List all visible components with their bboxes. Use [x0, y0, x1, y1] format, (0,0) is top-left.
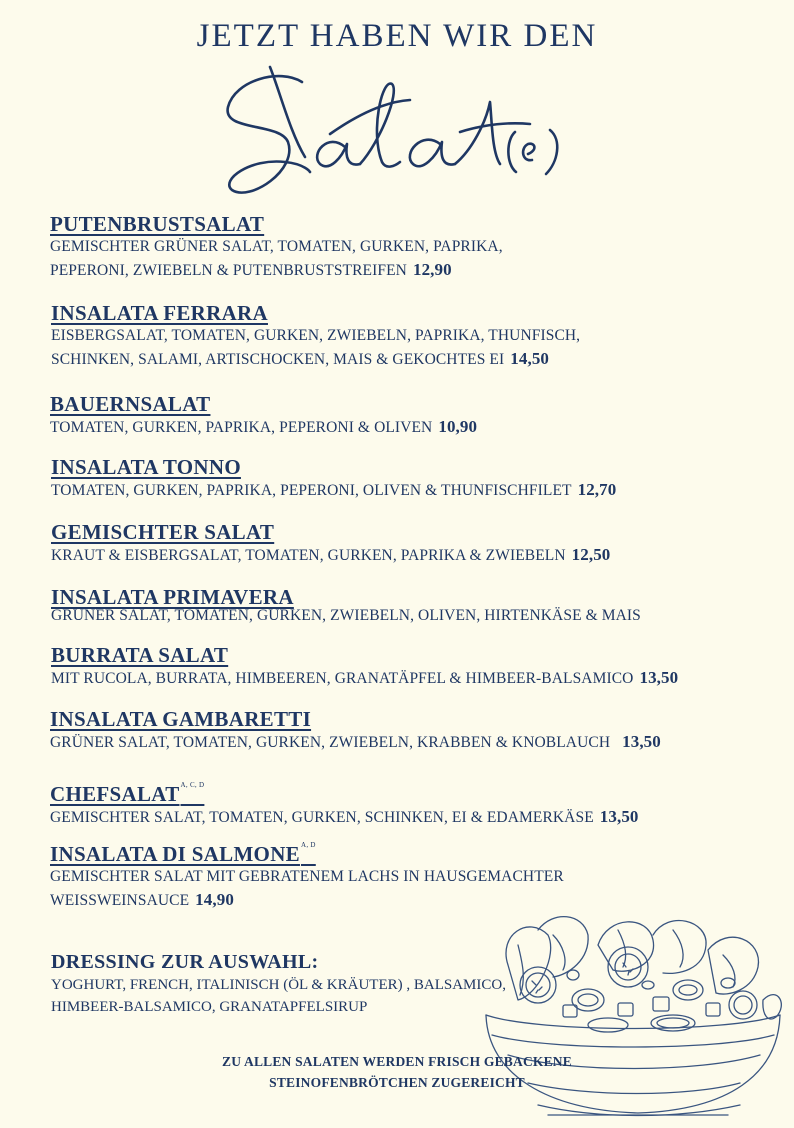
allergen-codes: A, D	[300, 841, 316, 849]
item-price: 13,50	[599, 807, 639, 826]
dressing-section	[51, 950, 506, 1018]
item-description: GEMISCHTER GRÜNER SALAT, TOMATEN, GURKEN, PAPRIKA,	[50, 238, 503, 255]
menu-item	[50, 833, 564, 912]
menu-item	[50, 773, 639, 830]
item-description: GEMISCHTER SALAT MIT GEBRATENEM LACHS IN HAUSGEMACHTER	[50, 868, 564, 885]
item-name: INSALATA PRIMAVERA	[51, 585, 294, 609]
item-description: TOMATEN, GURKEN, PAPRIKA, PEPERONI, OLIVEN & THUNFISCHFILET 12,70	[51, 480, 617, 499]
item-description: TOMATEN, GURKEN, PAPRIKA, PEPERONI & OLIVEN 10,90	[50, 417, 478, 436]
item-name: GEMISCHTER SALAT	[51, 520, 275, 544]
item-name: INSALATA FERRARA	[51, 301, 268, 325]
item-name: INSALATA GAMBARETTI	[50, 707, 312, 731]
item-description: EISBERGSALAT, TOMATEN, GURKEN, ZWIEBELN, PAPRIKA, THUNFISCH,	[51, 327, 581, 344]
menu-item	[51, 643, 678, 691]
footer-note	[140, 1051, 654, 1093]
menu-item	[51, 520, 610, 568]
footer-line: ZU ALLEN SALATEN WERDEN FRISCH GEBACKENE	[222, 1054, 572, 1069]
item-price: 12,90	[412, 259, 452, 279]
dressing-title: DRESSING ZUR AUSWAHL:	[51, 951, 319, 973]
dressing-options: YOGHURT, FRENCH, ITALINISCH (ÖL & KRÄUTER) , BALSAMICO,	[51, 977, 506, 993]
item-description: WEISSWEINSAUCE 14,90	[50, 889, 234, 909]
item-price: 13,50	[622, 732, 661, 751]
item-price: 14,50	[510, 348, 550, 368]
item-name: INSALATA DI $SALMONE^{A, D}$	[50, 841, 316, 866]
item-description: GRÜNER SALAT, TOMATEN, GURKEN, ZWIEBELN, OLIVEN, HIRTENKÄSE & MAIS	[51, 607, 641, 624]
dressing-options: HIMBEER-BALSAMICO, GRANATAPFELSIRUP	[51, 999, 368, 1015]
menu-item	[50, 212, 503, 282]
item-description: GEMISCHTER SALAT, TOMATEN, GURKEN, SCHINKEN, EI & EDAMERKÄSE 13,50	[50, 807, 639, 826]
item-price: 13,50	[639, 668, 679, 687]
item-description: SCHINKEN, SALAMI, ARTISCHOCKEN, MAIS & GEKOCHTES EI 14,50	[51, 348, 550, 368]
menu-item	[50, 707, 661, 755]
item-price: 12,50	[571, 545, 611, 564]
item-description: GRÜNER SALAT, TOMATEN, GURKEN, ZWIEBELN, KRABBEN & KNOBLAUCH 13,50	[50, 732, 661, 751]
item-name: PUTENBRUSTSALAT	[50, 212, 265, 236]
allergen-codes: A, C, D	[180, 781, 205, 789]
item-description: KRAUT & EISBERGSALAT, TOMATEN, GURKEN, PAPRIKA & ZWIEBELN 12,50	[51, 545, 611, 564]
footer-line: STEINOFENBRÖTCHEN ZUGEREICHT	[269, 1075, 525, 1090]
item-price: 14,90	[195, 889, 234, 909]
item-description: PEPERONI, ZWIEBELN & PUTENBRUSTSTREIFEN 12,90	[50, 259, 452, 279]
item-price: 10,90	[438, 417, 478, 436]
menu-item	[51, 455, 616, 503]
item-name: INSALATA TONNO	[51, 455, 241, 479]
menu-item	[50, 392, 477, 440]
header-title: JETZT HABEN WIR DEN	[196, 18, 598, 54]
item-name: BAUERNSALAT	[50, 392, 211, 416]
menu-item	[51, 301, 580, 371]
item-name: $CHEFSALAT^{A, C, D}$	[50, 781, 205, 806]
salat-script-logo	[210, 62, 610, 212]
menu-item	[51, 585, 641, 628]
item-price: 12,70	[577, 480, 617, 499]
item-description: MIT RUCOLA, BURRATA, HIMBEEREN, GRANATÄPFEL & HIMBEER-BALSAMICO 13,50	[51, 668, 679, 687]
item-name: BURRATA SALAT	[51, 643, 229, 667]
